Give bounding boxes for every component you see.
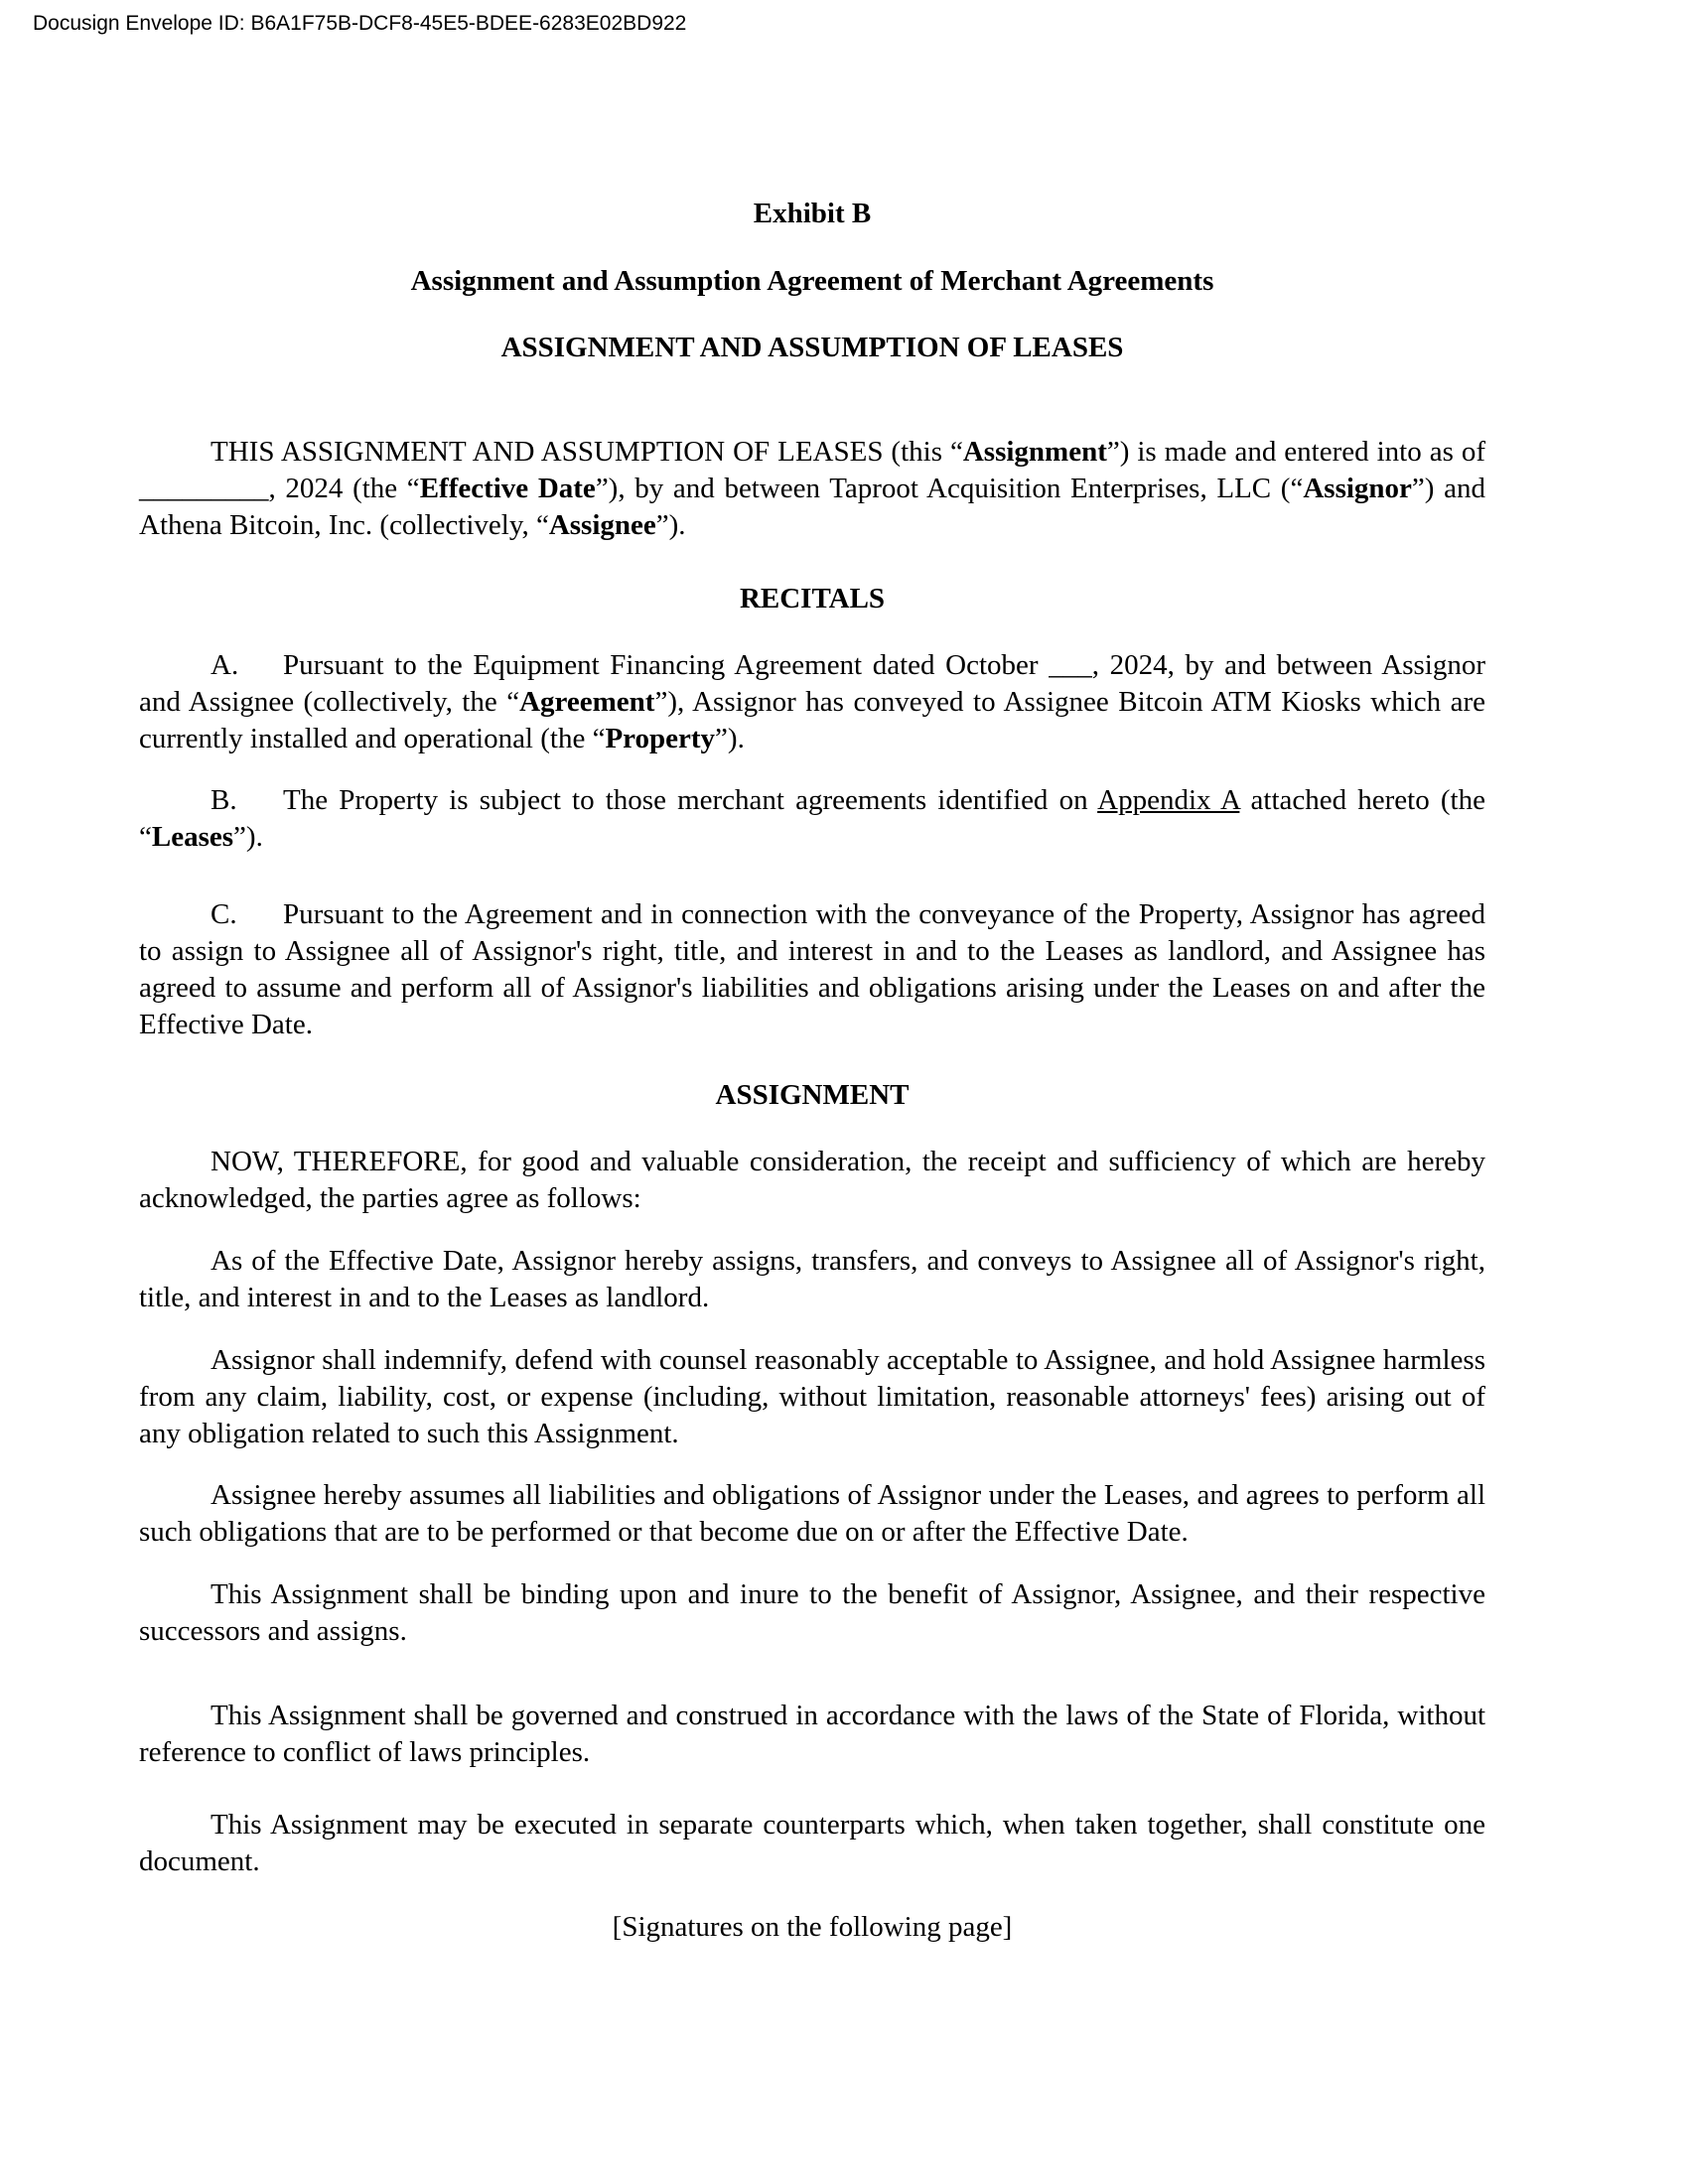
- exhibit-title: Exhibit B: [753, 198, 872, 229]
- defined-term-assignor: Assignor: [1303, 473, 1412, 504]
- text-segment: ”).: [715, 723, 745, 754]
- document-body: [139, 0, 1485, 1946]
- paragraph-intro: [139, 434, 1485, 544]
- text-segment: Pursuant to the Agreement and in connection with the conveyance of the Property, Assignor has agreed to assign to Assignee all of Assignor's right, title, and interest in and to the Leases as landlord, and Assignee has agreed to assume and perform all of Assignor's liabilities and obligations arising under the Leases on and after the Effective Date.: [139, 898, 1485, 1040]
- recital-b: [139, 782, 1485, 856]
- defined-term-property: Property: [605, 723, 716, 754]
- text-segment: Pursuant to the Equipment Financing Agreement dated October ___, 2024, by and between Assignor and Assignee (collectively, the “: [139, 649, 1485, 718]
- text-segment: attached hereto (the “: [139, 784, 1485, 853]
- recital-c: [139, 896, 1485, 1043]
- text-segment: ”), Assignor has conveyed to Assignee Bitcoin ATM Kiosks which are currently installed and operational (the “: [139, 686, 1486, 754]
- recital-a-label: A.: [211, 649, 239, 681]
- defined-term-agreement: Agreement: [519, 686, 655, 718]
- recitals-heading: RECITALS: [739, 583, 886, 614]
- signatures-note: [Signatures on the following page]: [612, 1911, 1013, 1943]
- recital-b-label: B.: [211, 784, 237, 816]
- text-segment: ”).: [655, 509, 686, 541]
- defined-term-effective-date: Effective Date: [419, 473, 596, 504]
- docusign-envelope-id: Docusign Envelope ID: B6A1F75B-DCF8-45E5-BDEE-6283E02BD922: [33, 12, 687, 35]
- text-segment: THIS ASSIGNMENT AND ASSUMPTION OF LEASES (this “: [211, 436, 963, 468]
- defined-term-leases: Leases: [151, 821, 234, 853]
- paragraph-binding: This Assignment shall be binding upon and inure to the benefit of Assignor, Assignee, and their respective successors and assigns.: [139, 1578, 1485, 1647]
- paragraph-now-therefore: NOW, THEREFORE, for good and valuable consideration, the receipt and sufficiency of which are hereby acknowledged, the parties agree as follows:: [139, 1146, 1485, 1214]
- assignment-heading: ASSIGNMENT: [715, 1079, 910, 1111]
- text-segment: ”), by and between Taproot Acquisition Enterprises, LLC (“: [595, 473, 1304, 504]
- main-heading: ASSIGNMENT AND ASSUMPTION OF LEASES: [500, 332, 1124, 363]
- paragraph-assumes-obligations: Assignee hereby assumes all liabilities and obligations of Assignor under the Leases, and agrees to perform all such obligations that are to be performed or that become due on or after the Effective Date.: [139, 1479, 1485, 1548]
- text-segment: ”) is made and entered into as of _________, 2024 (the “: [139, 436, 1485, 504]
- document-subtitle: Assignment and Assumption Agreement of Merchant Agreements: [410, 265, 1214, 297]
- text-segment: ”) and Athena Bitcoin, Inc. (collectively, “: [139, 473, 1485, 541]
- paragraph-governing-law: This Assignment shall be governed and construed in accordance with the laws of the State of Florida, without reference to conflict of laws principles.: [139, 1700, 1485, 1768]
- paragraph-indemnify: Assignor shall indemnify, defend with counsel reasonably acceptable to Assignee, and hold Assignee harmless from any claim, liability, cost, or expense (including, without limitation, reasonable attorneys' fees) arising out of any obligation related to such this Assignment.: [139, 1344, 1485, 1449]
- defined-term-assignee: Assignee: [548, 509, 656, 541]
- paragraph-assigns-conveys: As of the Effective Date, Assignor hereby assigns, transfers, and conveys to Assignee all of Assignor's right, title, and interest in and to the Leases as landlord.: [139, 1245, 1485, 1313]
- paragraph-counterparts: This Assignment may be executed in separate counterparts which, when taken together, shall constitute one document.: [139, 1809, 1485, 1877]
- defined-term-assignment: Assignment: [962, 436, 1107, 468]
- appendix-a-reference: Appendix A: [1097, 784, 1240, 816]
- recital-a: [139, 647, 1485, 757]
- text-segment: ”).: [233, 821, 263, 853]
- recital-c-label: C.: [211, 898, 237, 930]
- text-segment: The Property is subject to those merchant agreements identified on: [283, 784, 1098, 816]
